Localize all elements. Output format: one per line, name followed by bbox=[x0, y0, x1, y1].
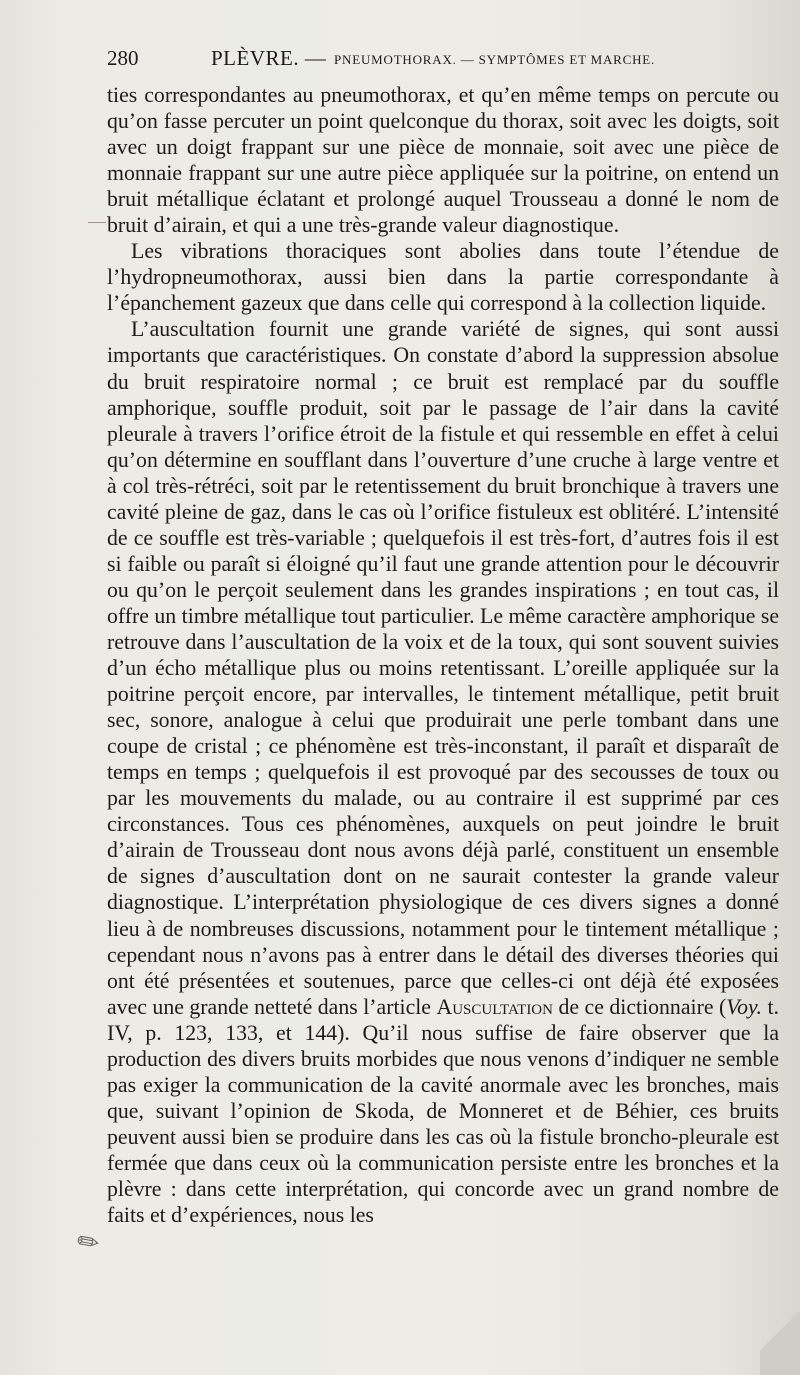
paragraph-3-end: t. IV, p. 123, 133, et 144). Qu’il nous suffise de faire observer que la production des divers bruits morbides que nous venons d’indiquer ne semble pas exiger la communication de la cavité anormale avec les bronches, mais que, suivant l’opinion de Skoda, de Monneret et de Béhier, ces bruits peuvent aussi bien se produire dans les cas où la fistule broncho-pleurale est fermée que dans ceux où la communication persiste entre les bronches et la plèvre : dans cette interprétation, qui concorde avec un grand nombre de faits et d’expériences, nous les bbox=[107, 994, 779, 1228]
paragraph-2: Les vibrations thoraciques sont abolies dans toute l’étendue de l’hydropneumothorax, aussi bien dans la partie correspondante à l’épanchement gazeux que dans celle qui correspond à la collection liquide. bbox=[107, 239, 779, 316]
running-title: PLÈVRE. — bbox=[211, 46, 327, 70]
paragraph-3 bbox=[107, 316, 779, 1228]
voy-abbreviation: Voy. bbox=[726, 994, 762, 1019]
paragraph-3-text: L’auscultation fournit une grande variété de signes, qui sont aussi importants que caractéristiques. On constate d’abord la suppression absolue du bruit respiratoire normal ; ce bruit est remplacé par du souffle amphorique, souffle produit, soit par le passage de l’air dans la cavité pleurale à travers l’orifice étroit de la fistule et qui ressemble en effet à celui qu’on détermine en soufflant dans l’ouverture d’une cruche à large ventre et à col très-rétréci, soit par le retentissement du bruit bronchique à travers une cavité pleine de gaz, dans le cas où l’orifice fistuleux est oblitéré. L’intensité de ce souffle est très-variable ; quelquefois il est très-fort, d’autres fois il est si faible ou paraît si éloigné qu’il faut une grande attention pour le découvrir ou qu’on le perçoit seulement dans les grandes inspirations ; en tout cas, il offre un timbre métallique tout particulier. Le même caractère amphorique se retrouve dans l’auscultation de la voix et de la toux, qui sont souvent suivies d’un écho métallique plus ou moins retentissant. L’oreille appliquée sur la poitrine perçoit encore, par intervalles, le tintement métallique, petit bruit sec, sonore, analogue à celui que produirait une perle tombant dans une coupe de cristal ; ce phénomène est très-inconstant, il paraît et disparaît de temps en temps ; quelquefois il est provoqué par des secousses de toux ou par les mouvements du malade, ou au contraire il est supprimé par ces circonstances. Tous ces phénomènes, auxquels on peut joindre le bruit d’airain de Trousseau dont nous avons déjà parlé, constituent un ensemble de signes d’auscultation dont on ne saurait contester la grande valeur diagnostique. L’interprétation physiologique de ces divers signes a donné lieu à de nombreuses discussions, notamment pour le tintement métallique ; cependant nous n’avons pas à entrer dans le détail des diverses théories qui ont été présentées et soutenues, parce que celles-ci ont déjà été exposées avec une grande netteté dans l’article bbox=[107, 317, 779, 1019]
auscultation-reference: Auscultation bbox=[436, 994, 553, 1019]
running-subtitle: PNEUMOTHORAX. — SYMPTÔMES ET MARCHE. bbox=[334, 52, 656, 67]
body-text bbox=[107, 82, 779, 1228]
pencil-mark-icon: ✎ bbox=[71, 1224, 107, 1262]
paragraph-3-continuation: de ce dictionnaire ( bbox=[558, 994, 727, 1019]
page-number: 280 bbox=[107, 46, 139, 70]
folded-corner bbox=[760, 1285, 800, 1375]
page-header bbox=[107, 44, 779, 76]
margin-mark-dash bbox=[88, 222, 106, 223]
paragraph-1: ties correspondantes au pneumothorax, et qu’en même temps on percute ou qu’on fasse percuter un point quelconque du thorax, soit avec les doigts, soit avec un doigt frappant sur une pièce de monnaie, soit avec une pièce de monnaie frappant sur une autre pièce appliquée sur la poitrine, on entend un bruit métallique éclatant et prolongé auquel Trousseau a donné le nom de bruit d’airain, et qui a une très-grande valeur diagnostique. bbox=[107, 83, 779, 238]
